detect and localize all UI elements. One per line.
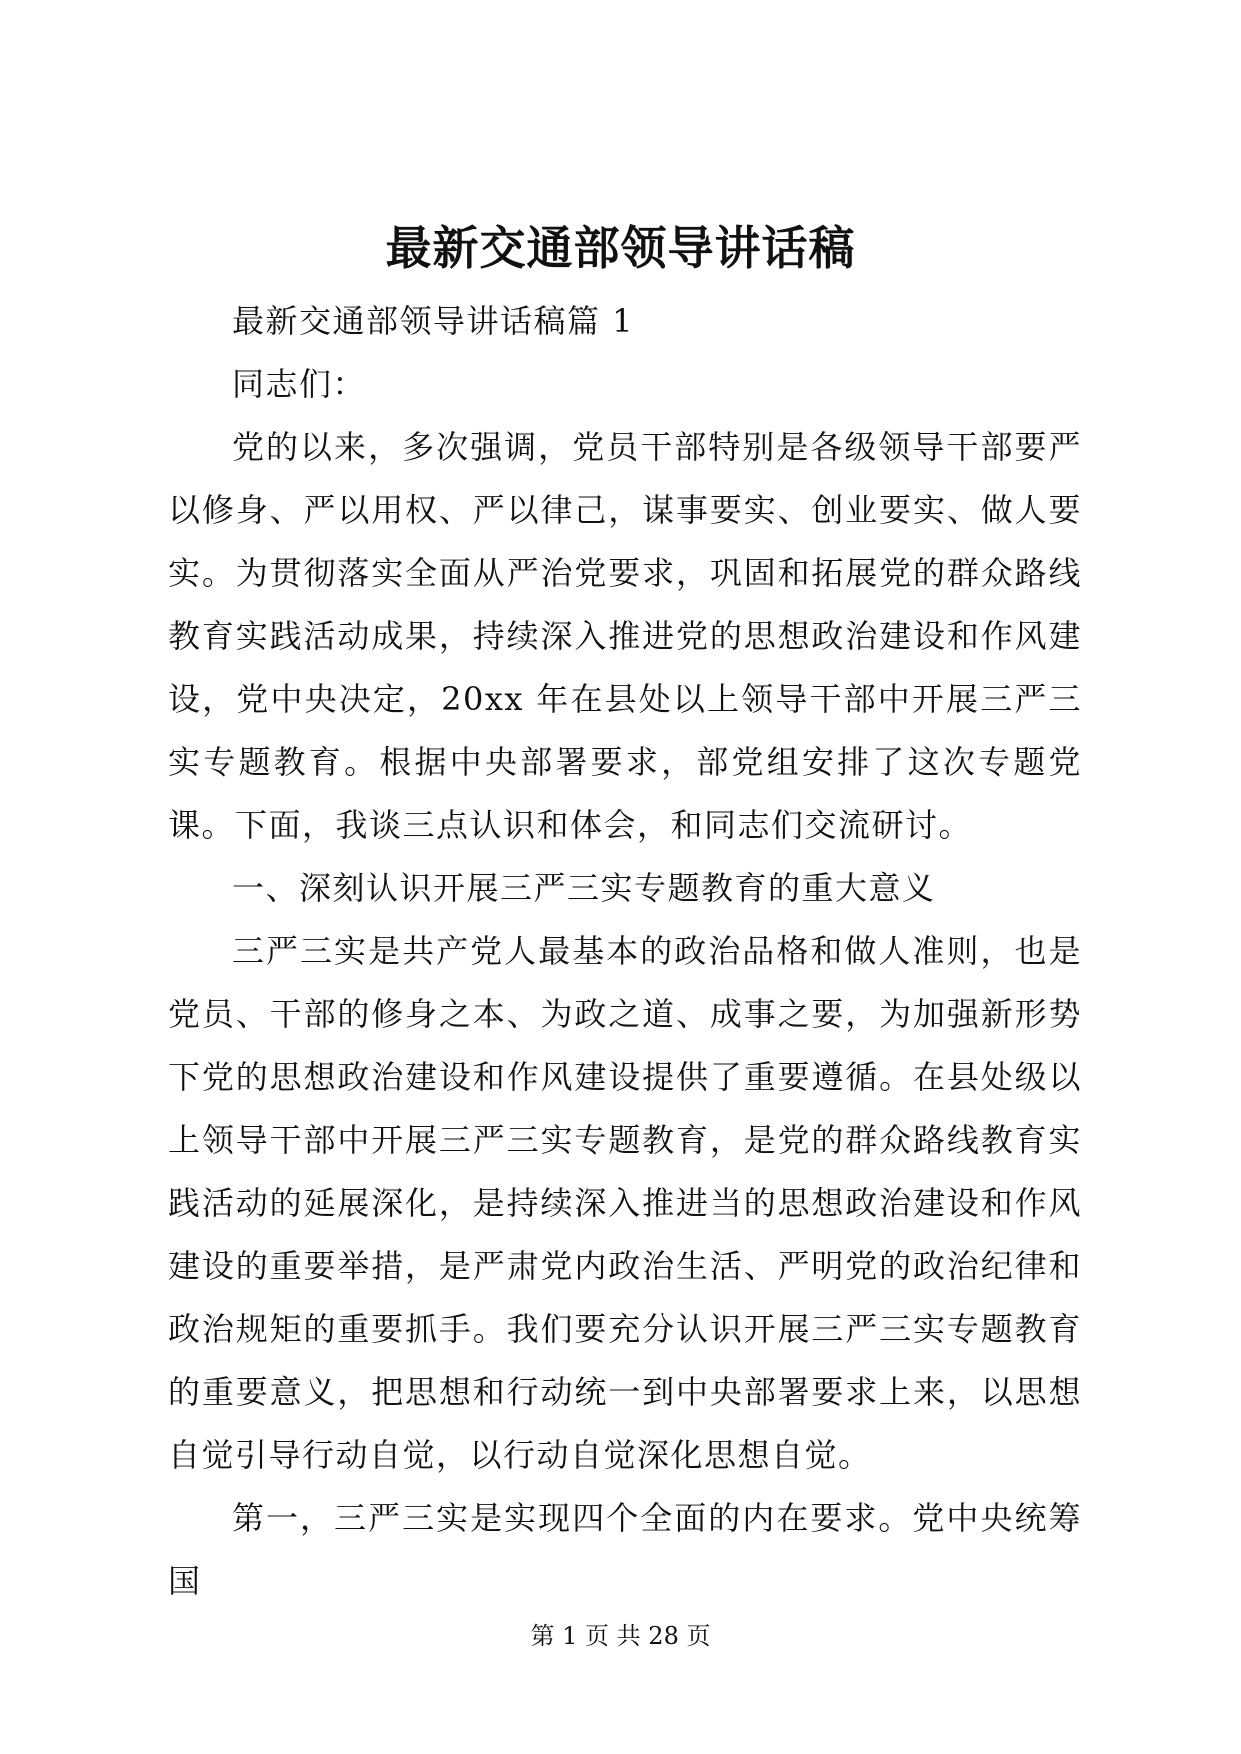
section-heading: 最新交通部领导讲话稿篇 1 [232, 302, 635, 340]
document-body [168, 290, 1082, 1613]
body-paragraph: 党的以来，多次强调，党员干部特别是各级领导干部要严以修身、严以用权、严以律己，谋事要实、创业要实、做人要实。为贯彻落实全面从严治党要求，巩固和拓展党的群众路线教育实践活动成果，持续深入推进党的思想政治建设和作风建设，党中央决定，20xx 年在县处以上领导干部中开展三严三实专题教育。根据中央部署要求，部党组安排了这次专题党课。下面，我谈三点认识和体会，和同志们交流研讨。 [168, 428, 1082, 844]
salutation: 同志们： [232, 365, 367, 403]
body-paragraph: 三严三实是共产党人最基本的政治品格和做人准则，也是党员、干部的修身之本、为政之道、成事之要，为加强新形势下党的思想政治建设和作风建设提供了重要遵循。在县处级以上领导干部中开展三严三实专题教育，是党的群众路线教育实践活动的延展深化，是持续深入推进当的思想政治建设和作风建设的重要举措，是严肃党内政治生活、严明党的政治纪律和政治规矩的重要抓手。我们要充分认识开展三严三实专题教育的重要意义，把思想和行动统一到中央部署要求上来，以思想自觉引导行动自觉，以行动自觉深化思想自觉。 [168, 932, 1082, 1474]
document-title: 最新交通部领导讲话稿 [385, 221, 856, 275]
section-heading: 一、深刻认识开展三严三实专题教育的重大意义 [232, 869, 936, 907]
page-number-footer: 第 1 页 共 28 页 [530, 1622, 711, 1650]
body-paragraph: 第一，三严三实是实现四个全面的内在要求。党中央统筹国 [168, 1499, 1082, 1600]
